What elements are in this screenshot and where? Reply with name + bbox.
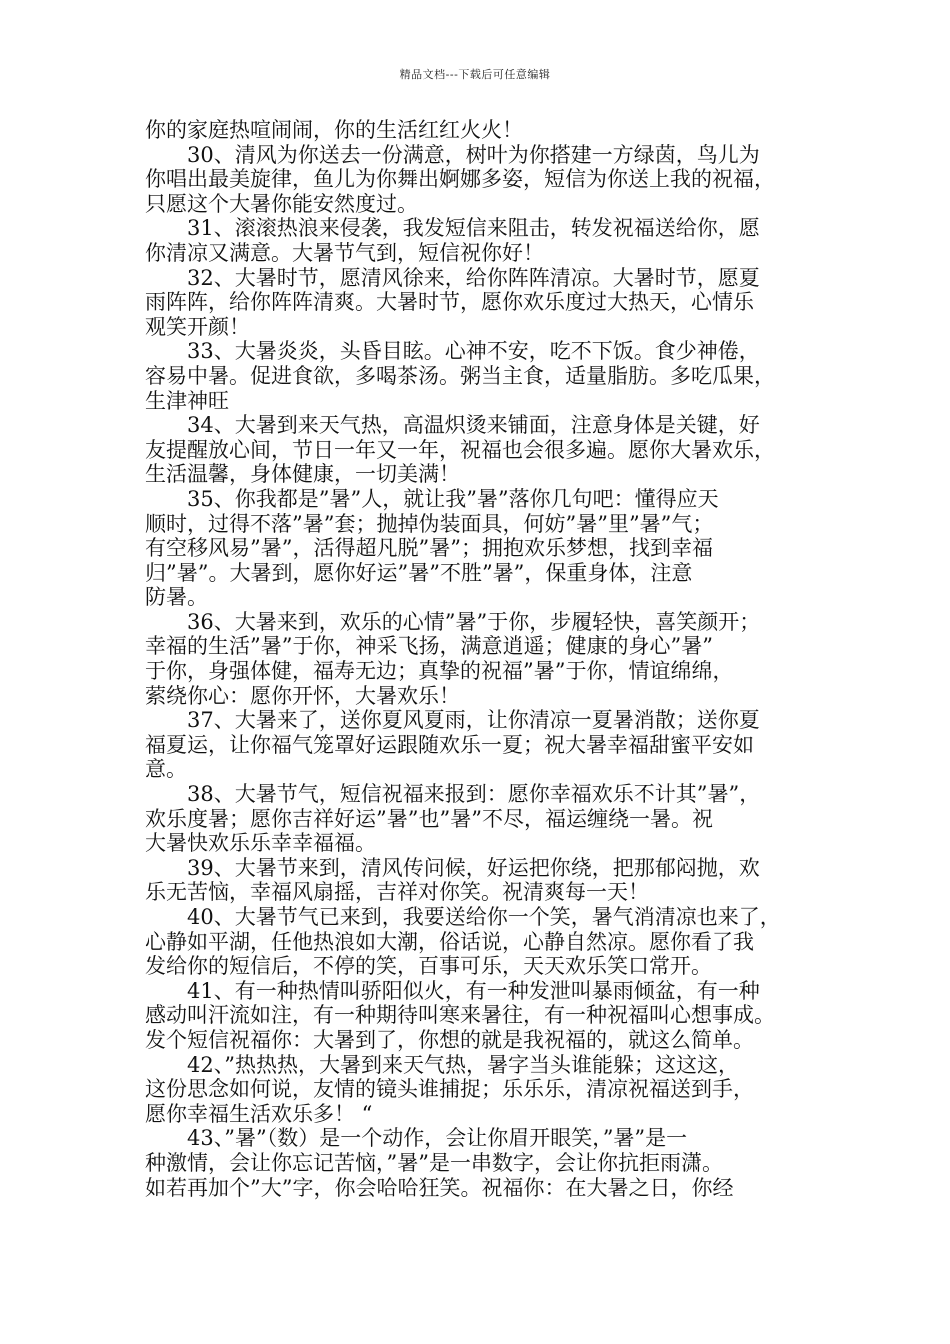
paragraph-item-31: 31、滚滚热浪来侵袭，我发短信来阻击，转发祝福送给你，愿 你清凉又满意。大暑节气到，短信祝你好！ — [145, 216, 760, 265]
paragraph-item-38: 38、大暑节气，短信祝福来报到：愿你幸福欢乐不计其”暑”， 欢乐度暑；愿你吉祥好运”暑”也”暑”不尽，福运缠绕一暑。祝 大暑快欢乐乐幸幸福福。 — [145, 782, 761, 856]
paragraph-item-43: 43、”暑”（数）是一个动作，会让你眉开眼笑，”暑”是一 种激情，会让你忘记苦恼，”暑”是一串数字，会让你抗拒雨潇。 如若再加个”大”字，你会哈哈狂笑。祝福你：在大暑之日，你经 — [145, 1126, 734, 1200]
page-header: 精品文档---下载后可任意编辑 — [399, 68, 551, 81]
paragraph-item-40: 40、大暑节气已来到，我要送给你一个笑，暑气消清凉也来了， 心静如平湖，任他热浪如大潮，俗话说，心静自然凉。愿你看了我 发给你的短信后，不停的笑，百事可乐，天天欢乐笑口常开。 — [145, 905, 781, 979]
paragraph-item-30: 30、清风为你送去一份满意，树叶为你搭建一方绿茵，鸟儿为 你唱出最美旋律，鱼儿为你舞出婀娜多姿，短信为你送上我的祝福， 只愿这个大暑你能安然度过。 — [145, 142, 775, 216]
paragraph-item-36: 36、大暑来到，欢乐的心情”暑”于你，步履轻快，喜笑颜开； 幸福的生活”暑”于你，神采飞扬，满意逍遥；健康的身心”暑” 于你，身强体健，福寿无边；真挚的祝福”暑”于你，情谊绵绵， 萦绕你心：愿你开怀，大暑欢乐！ — [145, 609, 761, 708]
paragraph-item-33: 33、大暑炎炎，头昏目眩。心神不安，吃不下饭。食少神倦， 容易中暑。促进食欲，多喝茶汤。粥当主食，适量脂肪。多吃瓜果， 生津神旺 — [145, 339, 775, 413]
paragraph-item-41: 41、有一种热情叫骄阳似火，有一种发泄叫暴雨倾盆，有一种 感动叫汗流如注，有一种期待叫寒来暑往，有一种祝福叫心想事成。 发个短信祝福你：大暑到了，你想的就是我祝福的，就这么简单。 — [145, 978, 775, 1052]
paragraph-item-37: 37、大暑来了，送你夏风夏雨，让你清凉一夏暑消散；送你夏 福夏运，让你福气笼罩好运跟随欢乐一夏；祝大暑幸福甜蜜平安如 意。 — [145, 708, 760, 782]
document-body — [145, 118, 813, 1200]
paragraph-item-39: 39、大暑节来到，清风传问候，好运把你绕，把那郁闷抛，欢 乐无苦恼，幸福风扇摇，吉祥对你笑。祝清爽每一天！ — [145, 855, 760, 905]
paragraph-item-42: 42、”热热热，大暑到来天气热，暑字当头谁能躲；这这这， 这份思念如何说，友情的镜头谁捕捉；乐乐乐，清凉祝福送到手， 愿你幸福生活欢乐多！ “ — [145, 1052, 754, 1126]
paragraph-continuation: 你的家庭热喧闹闹，你的生活红红火火！ — [145, 118, 523, 142]
paragraph-item-32: 32、大暑时节，愿清风徐来，给你阵阵清凉。大暑时节，愿夏 雨阵阵，给你阵阵清爽。大暑时节，愿你欢乐度过大热天，心情乐 观笑开颜！ — [145, 265, 760, 339]
paragraph-item-34: 34、大暑到来天气热，高温炽烫来铺面，注意身体是关键，好 友提醒放心间，节日一年又一年，祝福也会很多遍。愿你大暑欢乐， 生活温馨，身体健康，一切美满！ — [145, 413, 775, 487]
paragraph-item-35: 35、你我都是”暑”人，就让我”暑”落你几句吧：懂得应天 顺时，过得不落”暑”套；抛掉伪装面具，何妨”暑”里”暑”气； 有空移风易”暑”，活得超凡脱”暑”；拥抱欢乐梦想，找到幸福 归”暑”。大暑到，愿你好运”暑”不胜”暑”，保重身体，注意 防暑。 — [145, 486, 719, 610]
